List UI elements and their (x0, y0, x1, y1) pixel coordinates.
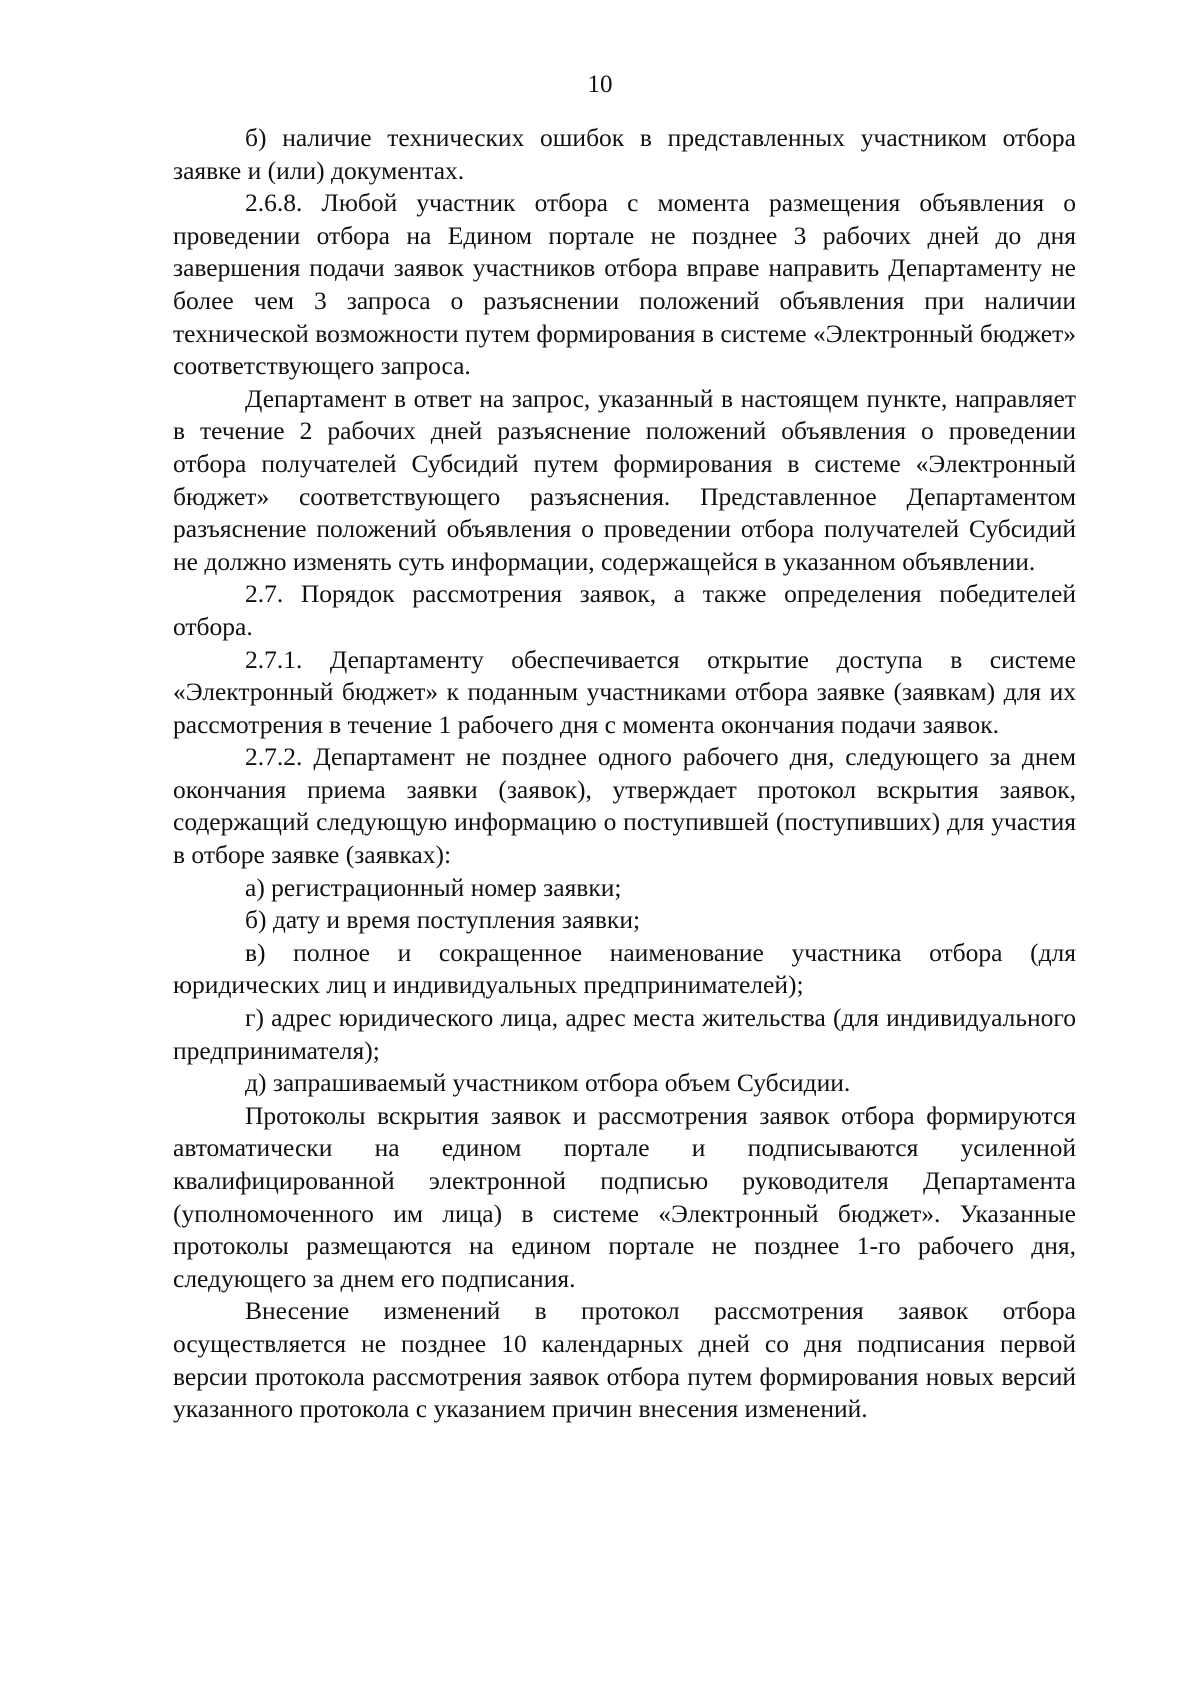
paragraph-2-6-8: 2.6.8. Любой участник отбора с момента размещения объявления о проведении отбора на Едином портале не позднее 3 рабочих дней до дня завершения подачи заявок участников отбора вправе направить Департаменту не более чем 3 запроса о разъяснении положений объявления при наличии технической возможности путем формирования в системе «Электронный бюджет» соответствующего запроса. (173, 188, 1076, 381)
list-item-d: д) запрашиваемый участником отбора объем Субсидии. (245, 1068, 851, 1098)
document-body (173, 122, 1076, 1426)
page-number: 10 (587, 71, 613, 98)
list-item-g: г) адрес юридического лица, адрес места жительства (для индивидуального предпринимателя); (173, 1003, 1076, 1065)
list-item-a: а) регистрационный номер заявки; (245, 872, 622, 902)
paragraph-protocols: Протоколы вскрытия заявок и рассмотрения заявок отбора формируются автоматически на едином портале и подписываются усиленной квалифицированной электронной подписью руководителя Департамента (уполномоченного им лица) в системе «Электронный бюджет». Указанные протоколы размещаются на едином портале не позднее 1-го рабочего дня, следующего за днем его подписания. (173, 1100, 1076, 1293)
paragraph-2-7-2: 2.7.2. Департамент не позднее одного рабочего дня, следующего за днем окончания приема заявки (заявок), утверждает протокол вскрытия заявок, содержащий следующую информацию о поступившей (поступивших) для участия в отборе заявке (заявках): (173, 742, 1076, 870)
list-item-v: в) полное и сокращенное наименование участника отбора (для юридических лиц и индивидуальных предпринимателей); (173, 937, 1076, 1000)
paragraph-technical-errors: б) наличие технических ошибок в представленных участником отбора заявке и (или) документах. (173, 123, 1076, 185)
paragraph-department-response: Департамент в ответ на запрос, указанный в настоящем пункте, направляет в течение 2 рабочих дней разъяснение положений объявления о проведении отбора получателей Субсидий путем формирования в системе «Электронный бюджет» соответствующего разъяснения. Представленное Департаментом разъяснение положений объявления о проведении отбора получателей Субсидий не должно изменять суть информации, содержащейся в указанном объявлении. (173, 383, 1076, 576)
paragraph-amendments: Внесение изменений в протокол рассмотрения заявок отбора осуществляется не позднее 10 календарных дней со дня подписания первой версии протокола рассмотрения заявок отбора путем формирования новых версий указанного протокола с указанием причин внесения изменений. (173, 1296, 1076, 1424)
list-item-b: б) дату и время поступления заявки; (245, 905, 641, 935)
paragraph-2-7-1: 2.7.1. Департаменту обеспечивается открытие доступа в системе «Электронный бюджет» к поданным участниками отбора заявке (заявкам) для их рассмотрения в течение 1 рабочего дня с момента окончания подачи заявок. (173, 644, 1076, 739)
paragraph-2-7: 2.7. Порядок рассмотрения заявок, а также определения победителей отбора. (173, 579, 1076, 641)
